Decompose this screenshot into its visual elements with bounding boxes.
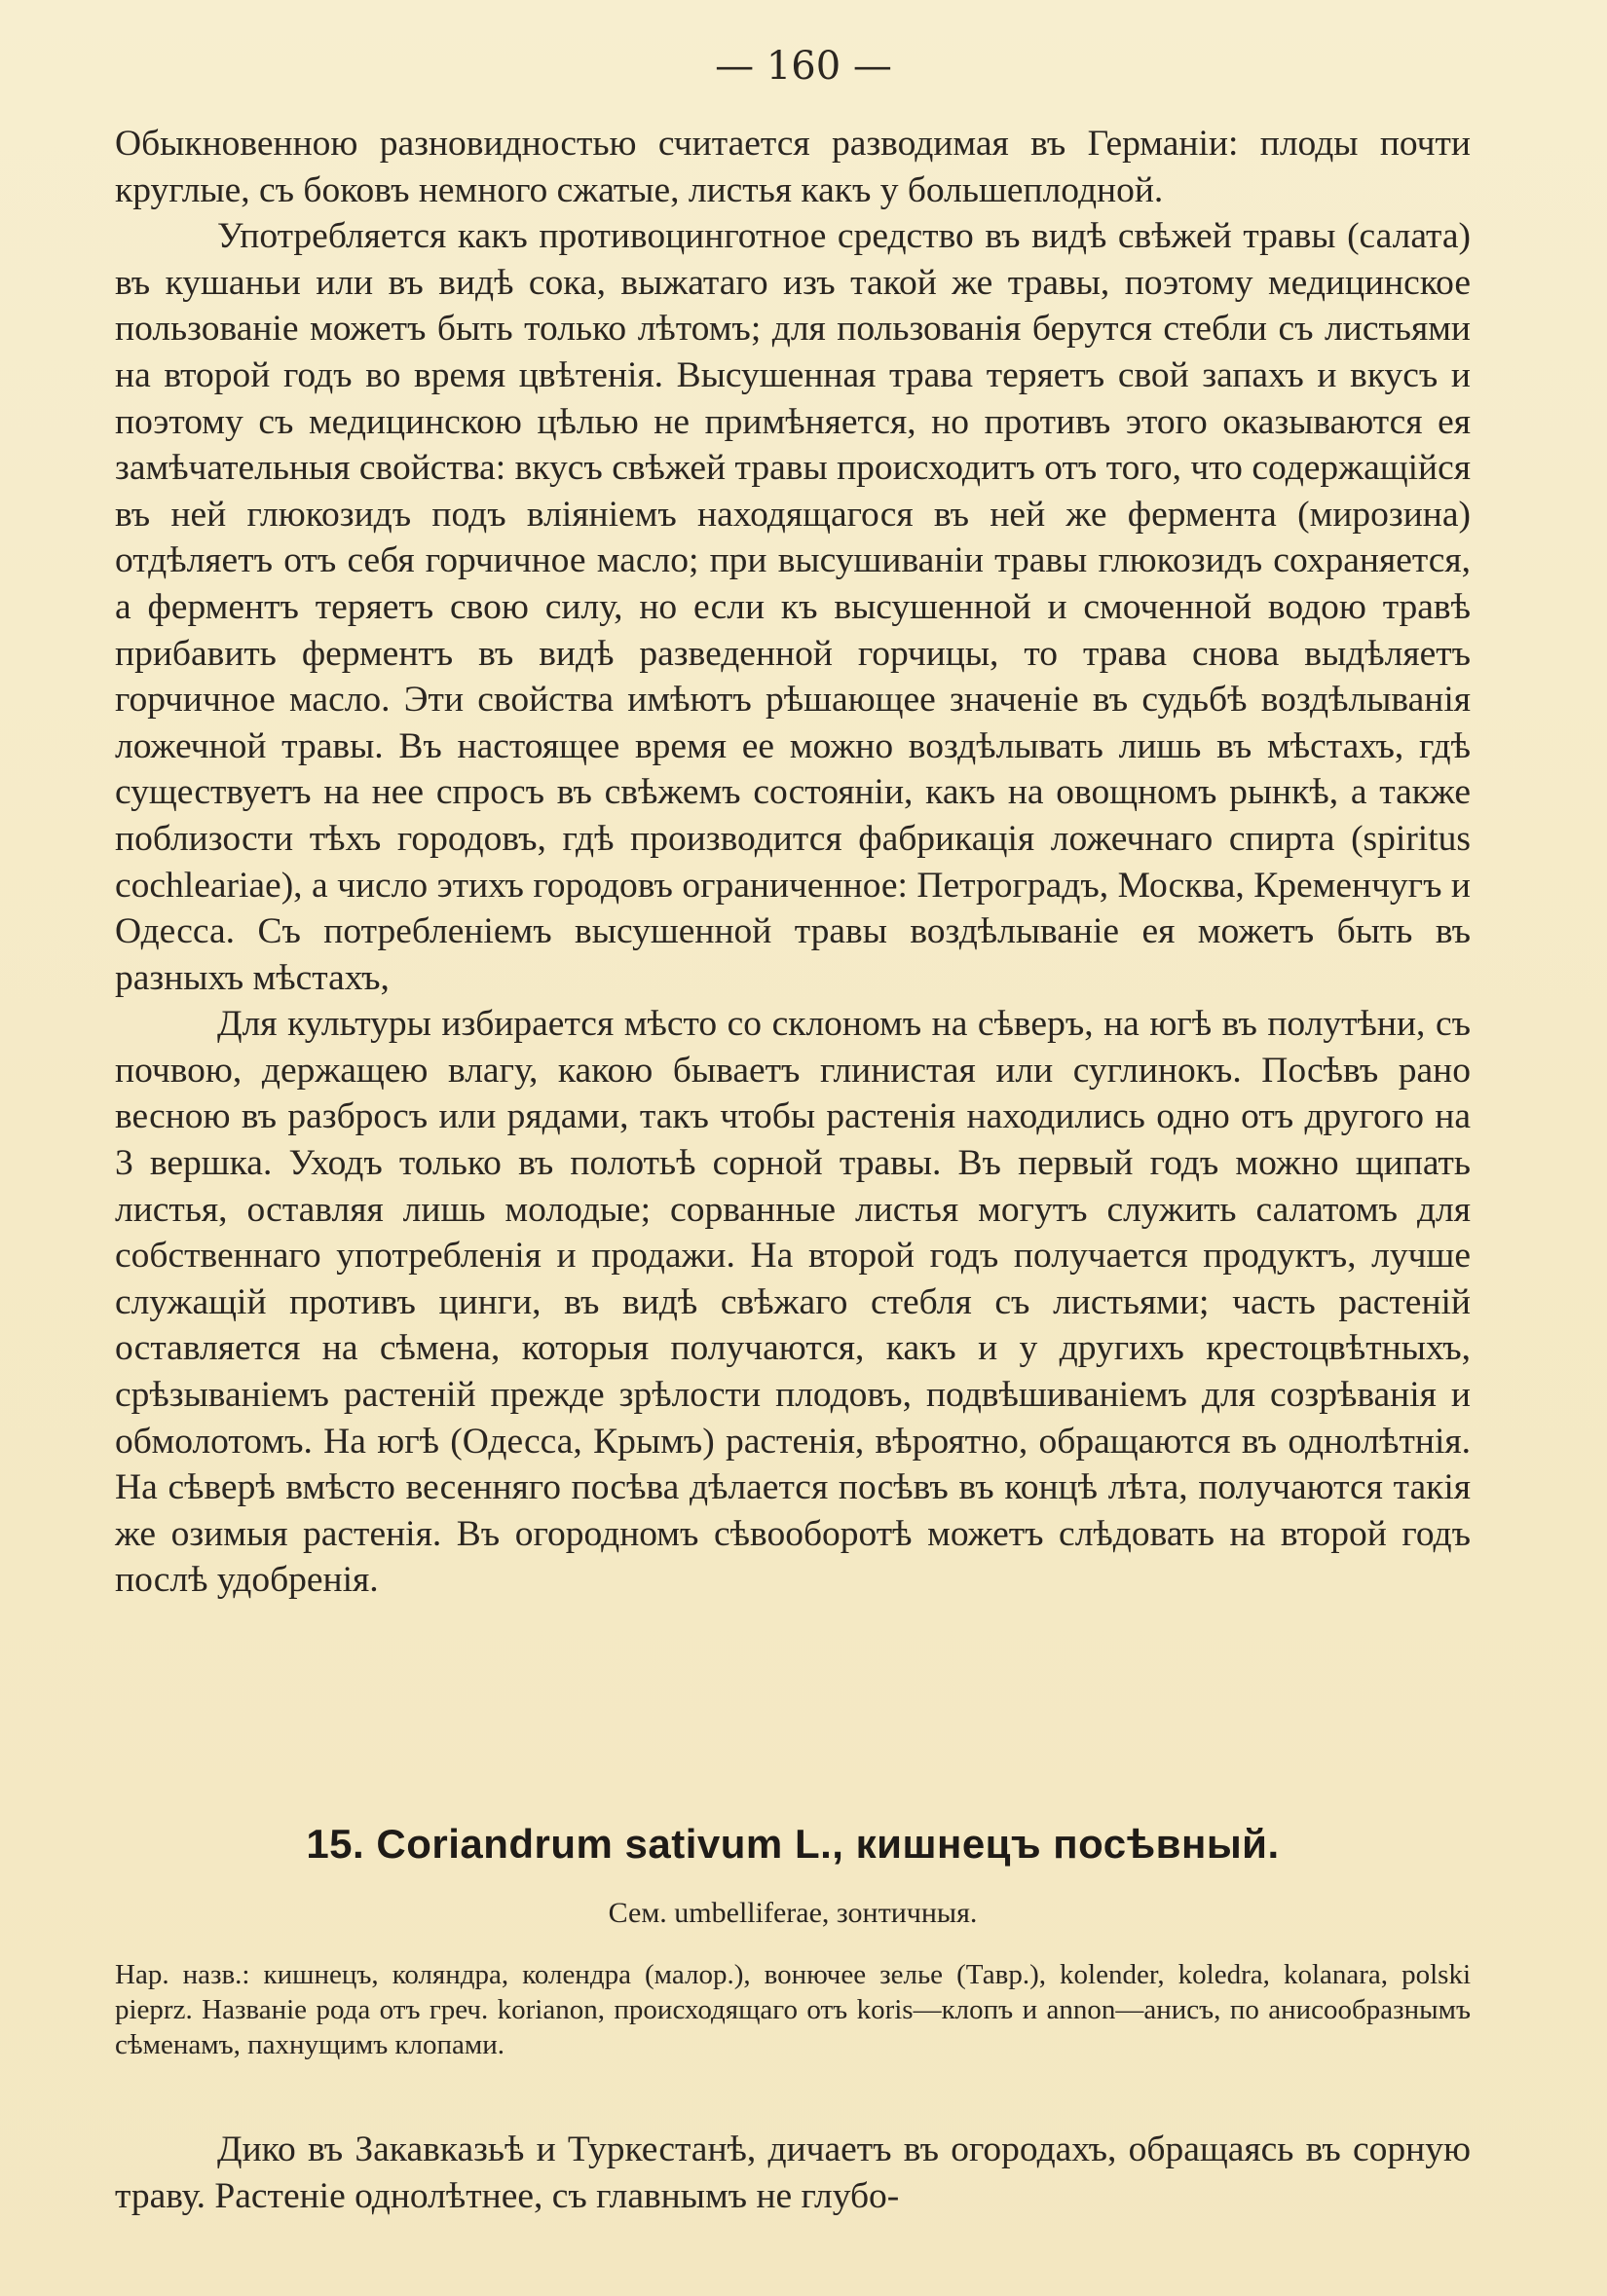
body-text bbox=[115, 121, 1471, 1604]
family-line: Сем. umbelliferae, зонтичныя. bbox=[608, 1897, 978, 1929]
section-intro-paragraph: Дико въ Закавказьѣ и Туркестанѣ, дичаетъ въ огородахъ, обращаясь въ сорную траву. Растеніе однолѣтнее, съ главнымъ не глубо- bbox=[115, 2129, 1471, 2216]
paragraph-3: Для культуры избирается мѣсто со склономъ на сѣверъ, на югѣ въ полутѣни, съ почвою, держащею влагу, какою бываетъ глинистая или суглинокъ. Посѣвъ рано весною въ разбросъ или рядами, такъ чтобы растенія находились одно отъ другого на 3 вершка. Уходъ только въ полотьѣ сорной травы. Въ первый годъ можно щипать листья, оставляя лишь молодые; сорванные листья могутъ служить салатомъ для собственнаго употребленія и продажи. На второй годъ получается продуктъ, лучше служащій противъ цинги, въ видѣ свѣжаго стебля съ листьями; часть растеній оставляется на сѣмена, которыя получаются, какъ и у другихъ крестоцвѣтныхъ, срѣзываніемъ растеній прежде зрѣлости плодовъ, подвѣшиваніемъ для созрѣванія и обмолотомъ. На югѣ (Одесса, Крымъ) растенія, вѣроятно, обращаются въ однолѣтнія. На сѣверѣ вмѣсто весенняго посѣва дѣлается посѣвъ въ концѣ лѣта, получаются такія же озимыя растенія. Въ огородномъ сѣвооборотѣ можетъ слѣдовать на второй годъ послѣ удобренія. bbox=[115, 1004, 1471, 1601]
vernacular-names: Нар. назв.: кишнецъ, коляндра, колендра (малор.), вонючее зелье (Тавр.), kolender, koledra, kolanara, polski pieprz. Названіе рода отъ греч. koriаnon, происходящаго отъ koris—клопъ и аnnon—анисъ, по анисообразнымъ сѣменамъ, пахнущимъ клопами. bbox=[115, 1959, 1471, 2060]
section-heading: 15. Coriandrum sativum L., кишнецъ посѣвный. bbox=[306, 1821, 1280, 1867]
paragraph-1: Обыкновенною разновидностью считается разводимая въ Германіи: плоды почти круглые, съ боковъ немного сжатые, листья какъ у большеплодной. bbox=[115, 124, 1471, 210]
paragraph-2: Употребляется какъ противоцинготное средство въ видѣ свѣжей травы (салата) въ кушаньи или въ видѣ сока, выжатаго изъ такой же травы, поэтому медицинское пользованіе можетъ быть только лѣтомъ; для пользованія берутся стебли съ листьями на второй годъ во время цвѣтенія. Высушенная трава теряетъ свой запахъ и вкусъ и поэтому съ медицинскою цѣлью не примѣняется, но противъ этого оказываются ея замѣчательныя свойства: вкусъ свѣжей травы происходитъ отъ того, что содержащійся въ ней глюкозидъ подъ вліяніемъ находящагося въ ней же фермента (мирозина) отдѣляетъ отъ себя горчичное масло; при высушиваніи травы глюкозидъ сохраняется, а ферментъ теряетъ свою силу, но если къ высушенной и смоченной водою травѣ прибавить ферментъ въ видѣ разведенной горчицы, то трава снова выдѣляетъ горчичное масло. Эти свойства имѣютъ рѣшающее значеніе въ судьбѣ воздѣлыванія ложечной травы. Въ настоящее время ее можно воздѣлывать лишь въ мѣстахъ, гдѣ существуетъ на нее спросъ въ свѣжемъ состояніи, какъ на овощномъ рынкѣ, а также поблизости тѣхъ городовъ, гдѣ производится фабрикація ложечнаго спирта (spiritus cochleariae), а число этихъ городовъ ограниченное: Петроградъ, Москва, Кременчугъ и Одесса. Съ потребленіемъ высушенной травы воздѣлываніе ея можетъ быть въ разныхъ мѣстахъ, bbox=[115, 216, 1471, 998]
page-number: — 160 — bbox=[715, 44, 892, 89]
